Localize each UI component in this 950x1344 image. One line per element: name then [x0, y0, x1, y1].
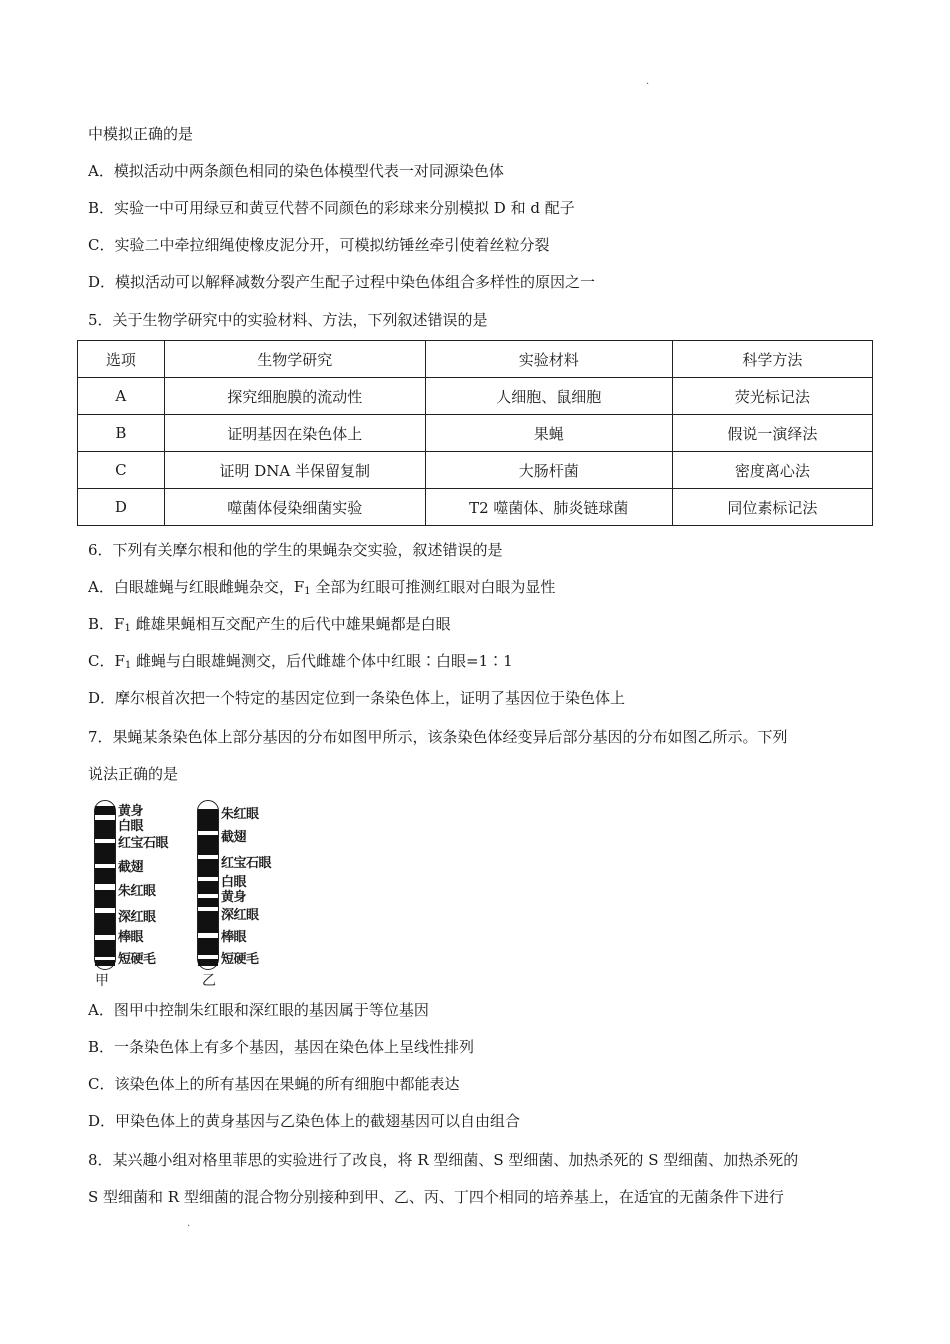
chromosome-band — [198, 911, 218, 933]
gene-label: 红宝石眼 — [221, 856, 272, 871]
q6-a-text: A．白眼雄蝇与红眼雌蝇杂交，F — [88, 578, 305, 596]
q7-option-c: C．该染色体上的所有基因在果蝇的所有细胞中都能表达 — [88, 1075, 460, 1093]
q4-option-a: A．模拟活动中两条颜色相同的染色体模型代表一对同源染色体 — [88, 162, 504, 180]
table-cell: 密度离心法 — [672, 452, 872, 489]
gene-label: 棒眼 — [118, 930, 144, 945]
q4-option-b: B．实验一中可用绿豆和黄豆代替不同颜色的彩球来分别模拟 D 和 d 配子 — [88, 199, 575, 217]
gene-label: 棒眼 — [221, 930, 247, 945]
gene-label: 短硬毛 — [118, 952, 156, 967]
q7-option-a: A．图甲中控制朱红眼和深红眼的基因属于等位基因 — [88, 1001, 429, 1019]
chromosome-band — [198, 898, 218, 907]
chromosome-band — [198, 809, 218, 831]
table-row — [78, 489, 873, 526]
q4-option-d: D．模拟活动可以解释减数分裂产生配子过程中染色体组合多样性的原因之一 — [88, 273, 596, 291]
table-cell: 证明 DNA 半保留复制 — [164, 452, 425, 489]
q6-option-c — [88, 651, 888, 676]
table-cell: 噬菌体侵染细菌实验 — [164, 489, 425, 526]
table-cell: A — [78, 378, 165, 415]
table-cell: 大肠杆菌 — [425, 452, 672, 489]
q7-stem-line2: 说法正确的是 — [88, 765, 179, 783]
gene-label: 短硬毛 — [221, 952, 259, 967]
table-cell: D — [78, 489, 165, 526]
gene-label: 朱红眼 — [118, 884, 156, 899]
q6-stem: 6．下列有关摩尔根和他的学生的果蝇杂交实验，叙述错误的是 — [88, 541, 503, 559]
chromosome-band — [95, 890, 115, 908]
chromosome-band — [198, 881, 218, 894]
q5-table — [77, 340, 873, 526]
q6-b-subscript: 1 — [124, 623, 131, 634]
chromosome-band — [198, 959, 218, 966]
table-cell: 同位素标记法 — [672, 489, 872, 526]
gene-label: 黄身 — [118, 804, 144, 819]
page-mark-bottom: . — [187, 1218, 191, 1229]
table-row — [78, 452, 873, 489]
figure-caption-jia: 甲 — [95, 973, 109, 989]
q6-c-text-rest: 雌蝇与白眼雄蝇测交，后代雌雄个体中红眼∶白眼=1∶1 — [131, 652, 513, 670]
chromosome-band — [95, 913, 115, 935]
table-cell: 荧光标记法 — [672, 378, 872, 415]
chromosome-band — [95, 960, 115, 966]
chromosome-band — [198, 835, 218, 855]
gene-label: 白眼 — [221, 875, 247, 890]
chromosome-band — [95, 820, 115, 839]
q4-stem-tail: 中模拟正确的是 — [88, 125, 194, 143]
q8-stem-line2: S 型细菌和 R 型细菌的混合物分别接种到甲、乙、丙、丁四个相同的培养基上，在适宜的无菌条件下进行 — [88, 1188, 784, 1206]
gene-label: 深红眼 — [118, 910, 156, 925]
header-cell: 选项 — [78, 341, 165, 378]
table-row — [78, 378, 873, 415]
page-mark-top: . — [646, 76, 650, 87]
gene-label: 白眼 — [118, 819, 144, 834]
table-cell: 果蝇 — [425, 415, 672, 452]
q6-option-b — [88, 614, 888, 639]
q6-b-text: B．F — [88, 615, 125, 633]
chromosome-band — [198, 859, 218, 877]
figure-caption-yi: 乙 — [202, 973, 216, 989]
q6-option-a — [88, 577, 888, 602]
header-cell: 科学方法 — [672, 341, 872, 378]
q7-option-d: D．甲染色体上的黄身基因与乙染色体上的截翅基因可以自由组合 — [88, 1112, 521, 1130]
q6-b-text-rest: 雌雄果蝇相互交配产生的后代中雄果蝇都是白眼 — [130, 615, 451, 633]
table-cell: 证明基因在染色体上 — [164, 415, 425, 452]
table-cell: T2 噬菌体、肺炎链球菌 — [425, 489, 672, 526]
chromosome-band — [95, 843, 115, 864]
chromosome-jia-body — [94, 800, 116, 970]
q6-a-subscript: 1 — [304, 586, 311, 597]
table-cell: 探究细胞膜的流动性 — [164, 378, 425, 415]
chromosome-band — [95, 940, 115, 957]
q6-option-d: D．摩尔根首次把一个特定的基因定位到一条染色体上，证明了基因位于染色体上 — [88, 689, 626, 707]
q7-stem-line1: 7．果蝇某条染色体上部分基因的分布如图甲所示，该条染色体经变异后部分基因的分布如图乙所示。下列 — [88, 728, 788, 746]
table-cell: B — [78, 415, 165, 452]
q7-option-b: B．一条染色体上有多个基因，基因在染色体上呈线性排列 — [88, 1038, 475, 1056]
table-cell: 假说一演绎法 — [672, 415, 872, 452]
q8-stem-line1: 8．某兴趣小组对格里菲思的实验进行了改良，将 R 型细菌、S 型细菌、加热杀死的 S 型细菌、加热杀死的 — [88, 1151, 799, 1169]
chromosome-band — [95, 806, 115, 815]
chromosome-band — [198, 938, 218, 955]
gene-label: 截翅 — [118, 860, 144, 875]
table-cell: C — [78, 452, 165, 489]
q6-c-subscript: 1 — [124, 660, 132, 671]
q6-a-text-rest: 全部为红眼可推测红眼对白眼为显性 — [310, 578, 556, 596]
q6-c-text: C．F — [88, 652, 125, 670]
header-cell: 实验材料 — [425, 341, 672, 378]
gene-label: 截翅 — [221, 830, 247, 845]
gene-label: 朱红眼 — [221, 807, 259, 822]
gene-label: 黄身 — [221, 890, 247, 905]
gene-label: 深红眼 — [221, 908, 259, 923]
table-row — [78, 415, 873, 452]
chromosome-yi-body — [197, 800, 219, 970]
gene-label: 红宝石眼 — [118, 836, 169, 851]
chromosome-band — [95, 868, 115, 884]
q4-option-c: C．实验二中牵拉细绳使橡皮泥分开，可模拟纺锤丝牵引使着丝粒分裂 — [88, 236, 550, 254]
table-cell: 人细胞、鼠细胞 — [425, 378, 672, 415]
header-cell: 生物学研究 — [164, 341, 425, 378]
table-header-row — [78, 341, 873, 378]
q5-stem: 5．关于生物学研究中的实验材料、方法，下列叙述错误的是 — [88, 311, 488, 329]
